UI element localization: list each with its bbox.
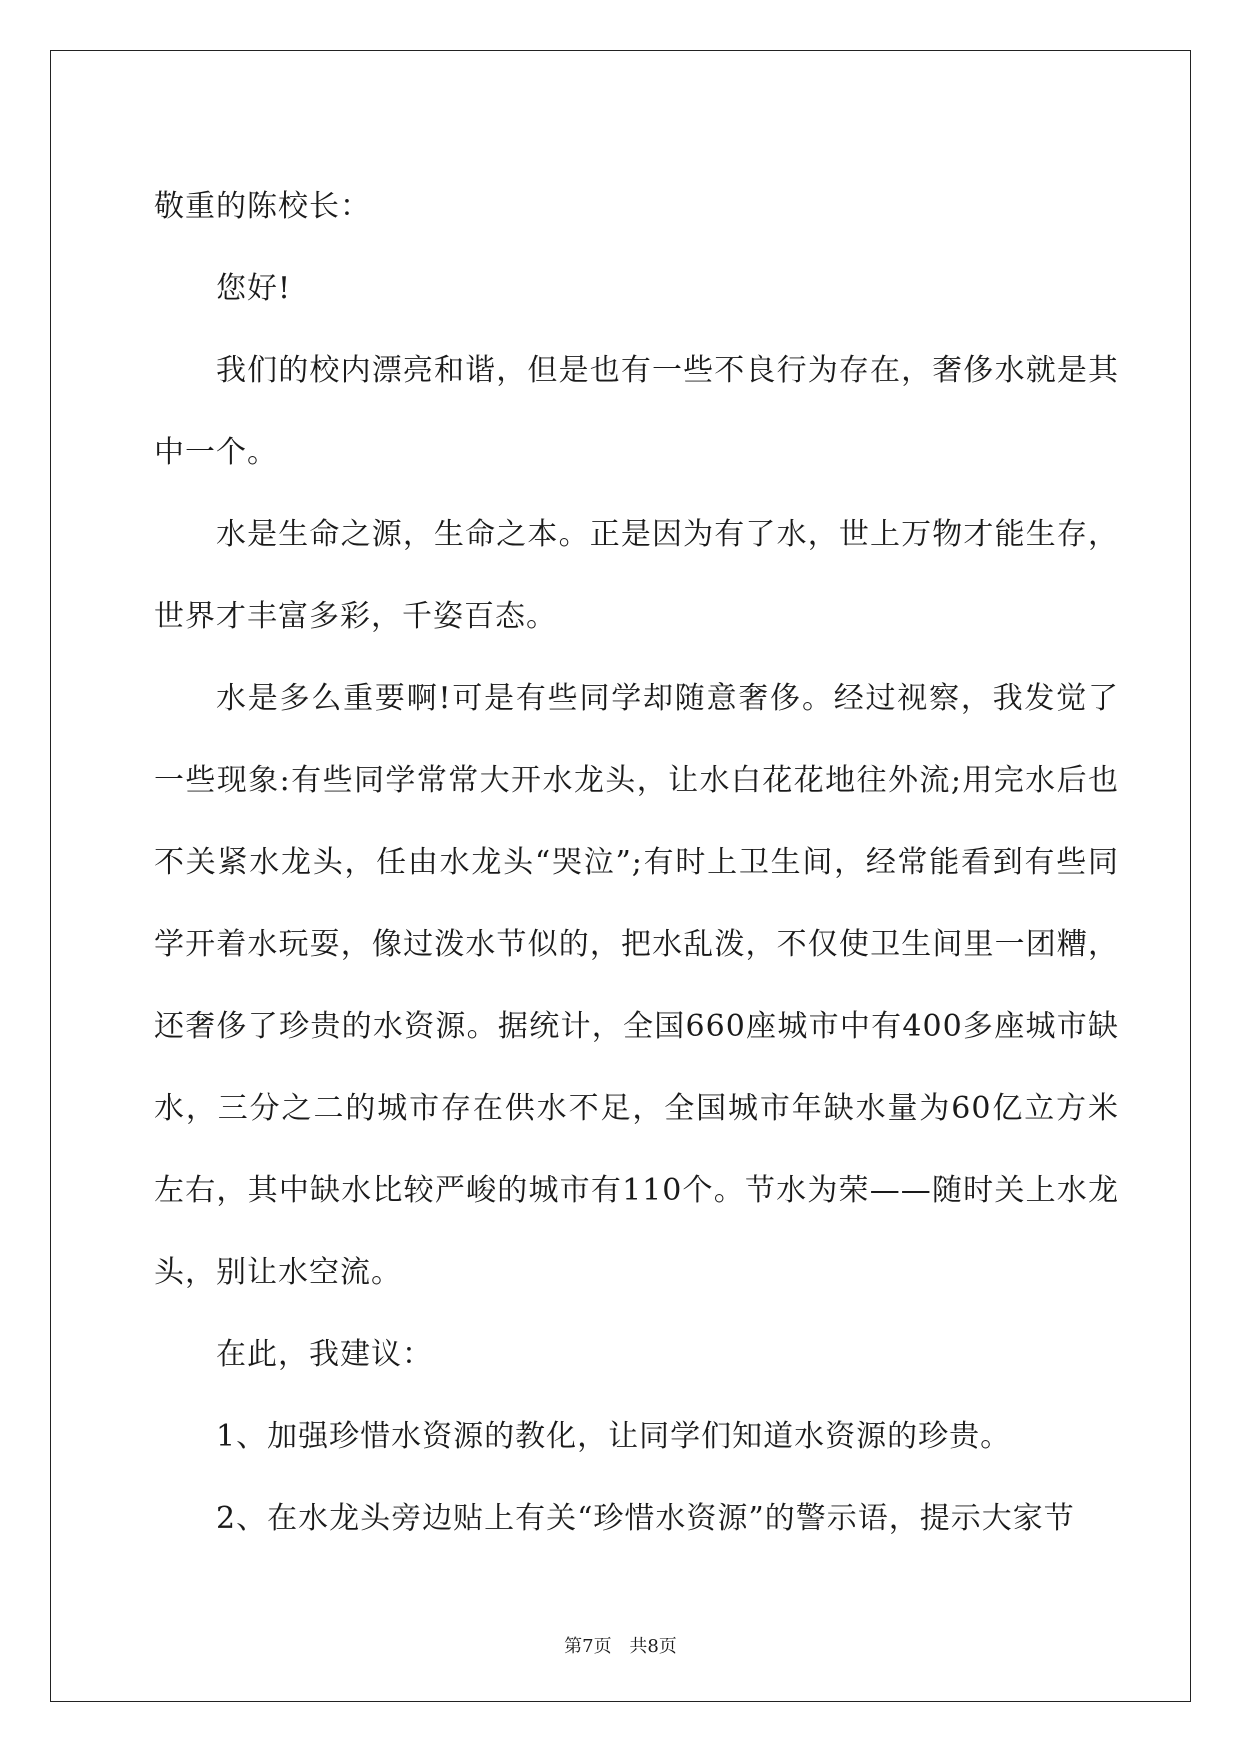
paragraph-intro: 我们的校内漂亮和谐，但是也有一些不良行为存在，奢侈水就是其中一个。 bbox=[154, 353, 1119, 470]
suggestion-item-2: 2、在水龙头旁边贴上有关“珍惜水资源”的警示语，提示大家节 bbox=[216, 1501, 1075, 1536]
letter-body bbox=[154, 166, 1119, 1560]
paragraph-observation: 水是多么重要啊!可是有些同学却随意奢侈。经过视察，我发觉了一些现象:有些同学常常大开水龙头，让水白花花地往外流;用完水后也不关紧水龙头，任由水龙头“哭泣”;有时上卫生间，经常能看到有些同学开着水玩耍，像过泼水节似的，把水乱泼，不仅使卫生间里一团糟，还奢侈了珍贵的水资源。据统计，全国660座城市中有400多座城市缺水，三分之二的城市存在供水不足，全国城市年缺水量为60亿立方米左右，其中缺水比较严峻的城市有110个。节水为荣——随时关上水龙头，别让水空流。 bbox=[154, 681, 1119, 1290]
paragraph-greeting: 您好! bbox=[216, 271, 292, 306]
suggestion-item-1: 1、加强珍惜水资源的教化，让同学们知道水资源的珍贵。 bbox=[216, 1419, 1012, 1454]
page-number: 第7页 bbox=[564, 1636, 612, 1657]
page-total: 共8页 bbox=[629, 1636, 677, 1657]
paragraph-water-source: 水是生命之源，生命之本。正是因为有了水，世上万物才能生存，世界才丰富多彩，千姿百态。 bbox=[154, 517, 1119, 634]
paragraph-suggestion-intro: 在此，我建议： bbox=[216, 1337, 433, 1372]
page-footer bbox=[0, 1632, 1241, 1658]
salutation: 敬重的陈校长： bbox=[154, 189, 371, 224]
